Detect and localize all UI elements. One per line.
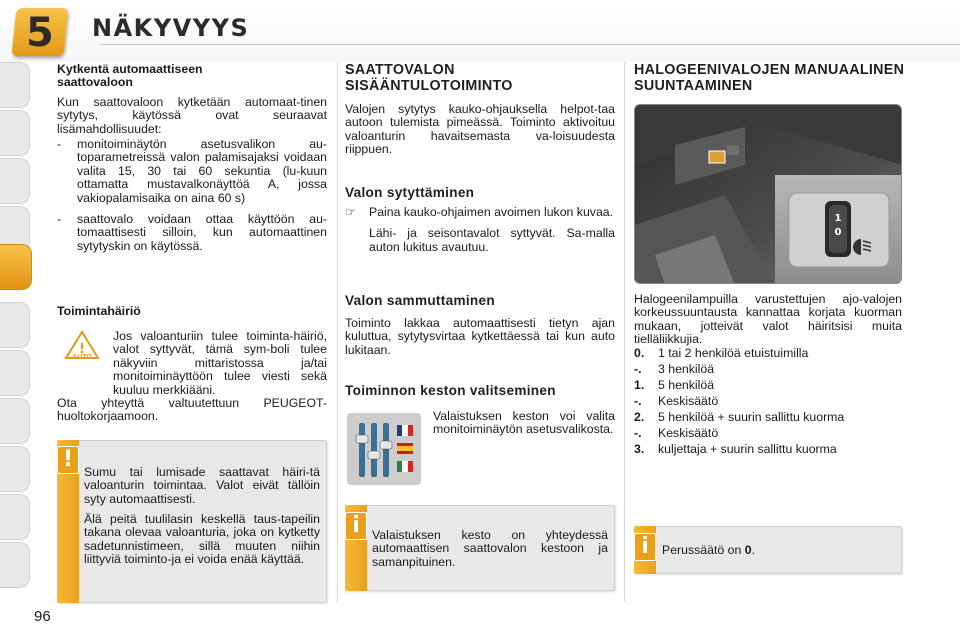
list-item: 0. 1 tai 2 henkilöä etuistuimilla [634, 346, 809, 360]
info-text: Valaistuksen kesto on yhteydessä automaattisen saattovalon kestoon ja samanpituinen. [372, 528, 608, 569]
list-item: -. Keskisäätö [634, 394, 719, 408]
side-tab-2[interactable] [0, 110, 30, 156]
side-tab-3[interactable] [0, 158, 30, 204]
list-item: 1. 5 henkilöä [634, 378, 715, 392]
list-item: -. 3 henkilöä [634, 362, 715, 376]
column-separator [337, 62, 338, 602]
settings-menu-icon [347, 413, 421, 485]
side-tab-11[interactable] [0, 542, 30, 588]
subtitle-switch-off: Valon sammuttaminen [345, 293, 495, 308]
welcome-intro: Valojen sytytys kauko-ohjauksella helpot-taa autoon tulemista pimeässä. Toiminto aktivoituu valoanturin havaitsemasta va-loisuudesta riippuen. [345, 102, 615, 157]
side-tab-8[interactable] [0, 398, 30, 444]
auto-bullet-list [57, 138, 327, 253]
header-rule [100, 44, 960, 45]
fault-text: Jos valoanturiin tulee toiminta-häiriö, valot syttyvät, tämä sym-boli tulee näkyviin mittaristossa ja/tai monitoiminäyttöön tulee viesti sekä kuuluu merkkiääni. [113, 329, 327, 397]
fault-heading: Toimintahäiriö [57, 304, 141, 318]
list-item: - saattovalo voidaan ottaa käyttöön au-tomaattisesti silloin, kun automaattinen sytytyskin on käytössä. [57, 212, 327, 253]
side-tab-6[interactable] [0, 302, 30, 348]
headlamp-intro: Halogeenilampuilla varustettujen ajo-valojen korkeussuuntausta kannattaa korjata kuorman mukaan, jotteivät valot häiritsisi muita tielläliikkujia. [634, 292, 902, 347]
section-title-headlamp-adjustment: HALOGEENIVALOJEN MANUAALINEN SUUNTAAMINEN [634, 62, 905, 94]
side-tab-7[interactable] [0, 350, 30, 396]
chapter-number: 5 [25, 10, 54, 56]
chapter-badge [11, 8, 68, 56]
pointing-hand-icon: ☞ [345, 205, 357, 219]
side-tab-9[interactable] [0, 446, 30, 492]
list-item: - monitoiminäytön asetusvalikon au-toparametreissä valon palamisajaksi voidaan valita 15, 30 tai 60 sekuntia (lu-kuun ottamatta mustavalkonäyttöä A, jossa vakiopalamisaika on aina 60 s) [57, 137, 327, 205]
warning-text-2: Älä peitä tuulilasin keskellä taus-tapeilin takana olevaa valoanturia, joka on kytketty sadetunnistimeen, sillä muuten niihin liittyviä toiminto-ja ei voida enää käyttää. [84, 512, 320, 567]
dial-label-1: 1 [834, 213, 842, 224]
auto-heading: Kytkentä automaattiseen saattovaloon [57, 62, 203, 90]
info-icon: i [634, 533, 656, 561]
position-list [634, 345, 902, 457]
side-tab-active[interactable] [0, 244, 32, 290]
basic-setting-text: Perussäätö on 0. [662, 543, 755, 557]
side-tab-1[interactable] [0, 62, 30, 108]
warning-icon: ! [57, 446, 79, 474]
auto-intro: Kun saattovaloon kytketään automaat-tinen sytytys, käytössä ovat seuraavat lisämahdollisuudet: [57, 95, 327, 136]
subtitle-switch-on: Valon sytyttäminen [345, 185, 475, 200]
headlamp-adjuster-photo [634, 104, 902, 284]
auto-warning-icon: ! AUTO [64, 330, 100, 364]
section-title-welcome-light: SAATTOVALON SISÄÄNTULOTOIMINTO [345, 62, 513, 94]
list-item: ☞ Paina kauko-ohjaimen avoimen lukon kuvaa. [345, 205, 614, 219]
list-item: 3. kuljettaja + suurin sallittu kuorma [634, 442, 837, 456]
info-icon: i [345, 512, 367, 540]
warning-text: Sumu tai lumisade saattavat häiri-tä valoanturin toimintaa. Valot eivät tällöin syty automaattisesti. [84, 465, 320, 506]
subtitle-duration: Toiminnon keston valitseminen [345, 383, 556, 398]
list-item: -. Keskisäätö [634, 426, 719, 440]
list-item: Lähi- ja seisontavalot syttyvät. Sa-malla auton lukitus avautuu. [369, 226, 615, 254]
chapter-title: NÄKYVYYS [92, 14, 250, 42]
svg-text:!: ! [79, 342, 85, 357]
fault-contact: Ota yhteyttä valtuutettuun PEUGEOT-huoltokorjaamoon. [57, 396, 327, 424]
list-item: 2. 5 henkilöä + suurin sallittu kuorma [634, 410, 845, 424]
side-tab-10[interactable] [0, 494, 30, 540]
switch-off-text: Toiminto lakkaa automaattisesti tietyn ajan kuluttua, sytytysvirtaa kytkettäessä tai kun auto lukitaan. [345, 316, 615, 357]
column-separator [624, 62, 625, 602]
duration-text: Valaistuksen keston voi valita monitoiminäytön asetusvalikosta. [433, 409, 615, 437]
page-number: 96 [34, 608, 51, 625]
switch-on-block [345, 206, 615, 254]
dial-label-0: 0 [834, 227, 842, 238]
